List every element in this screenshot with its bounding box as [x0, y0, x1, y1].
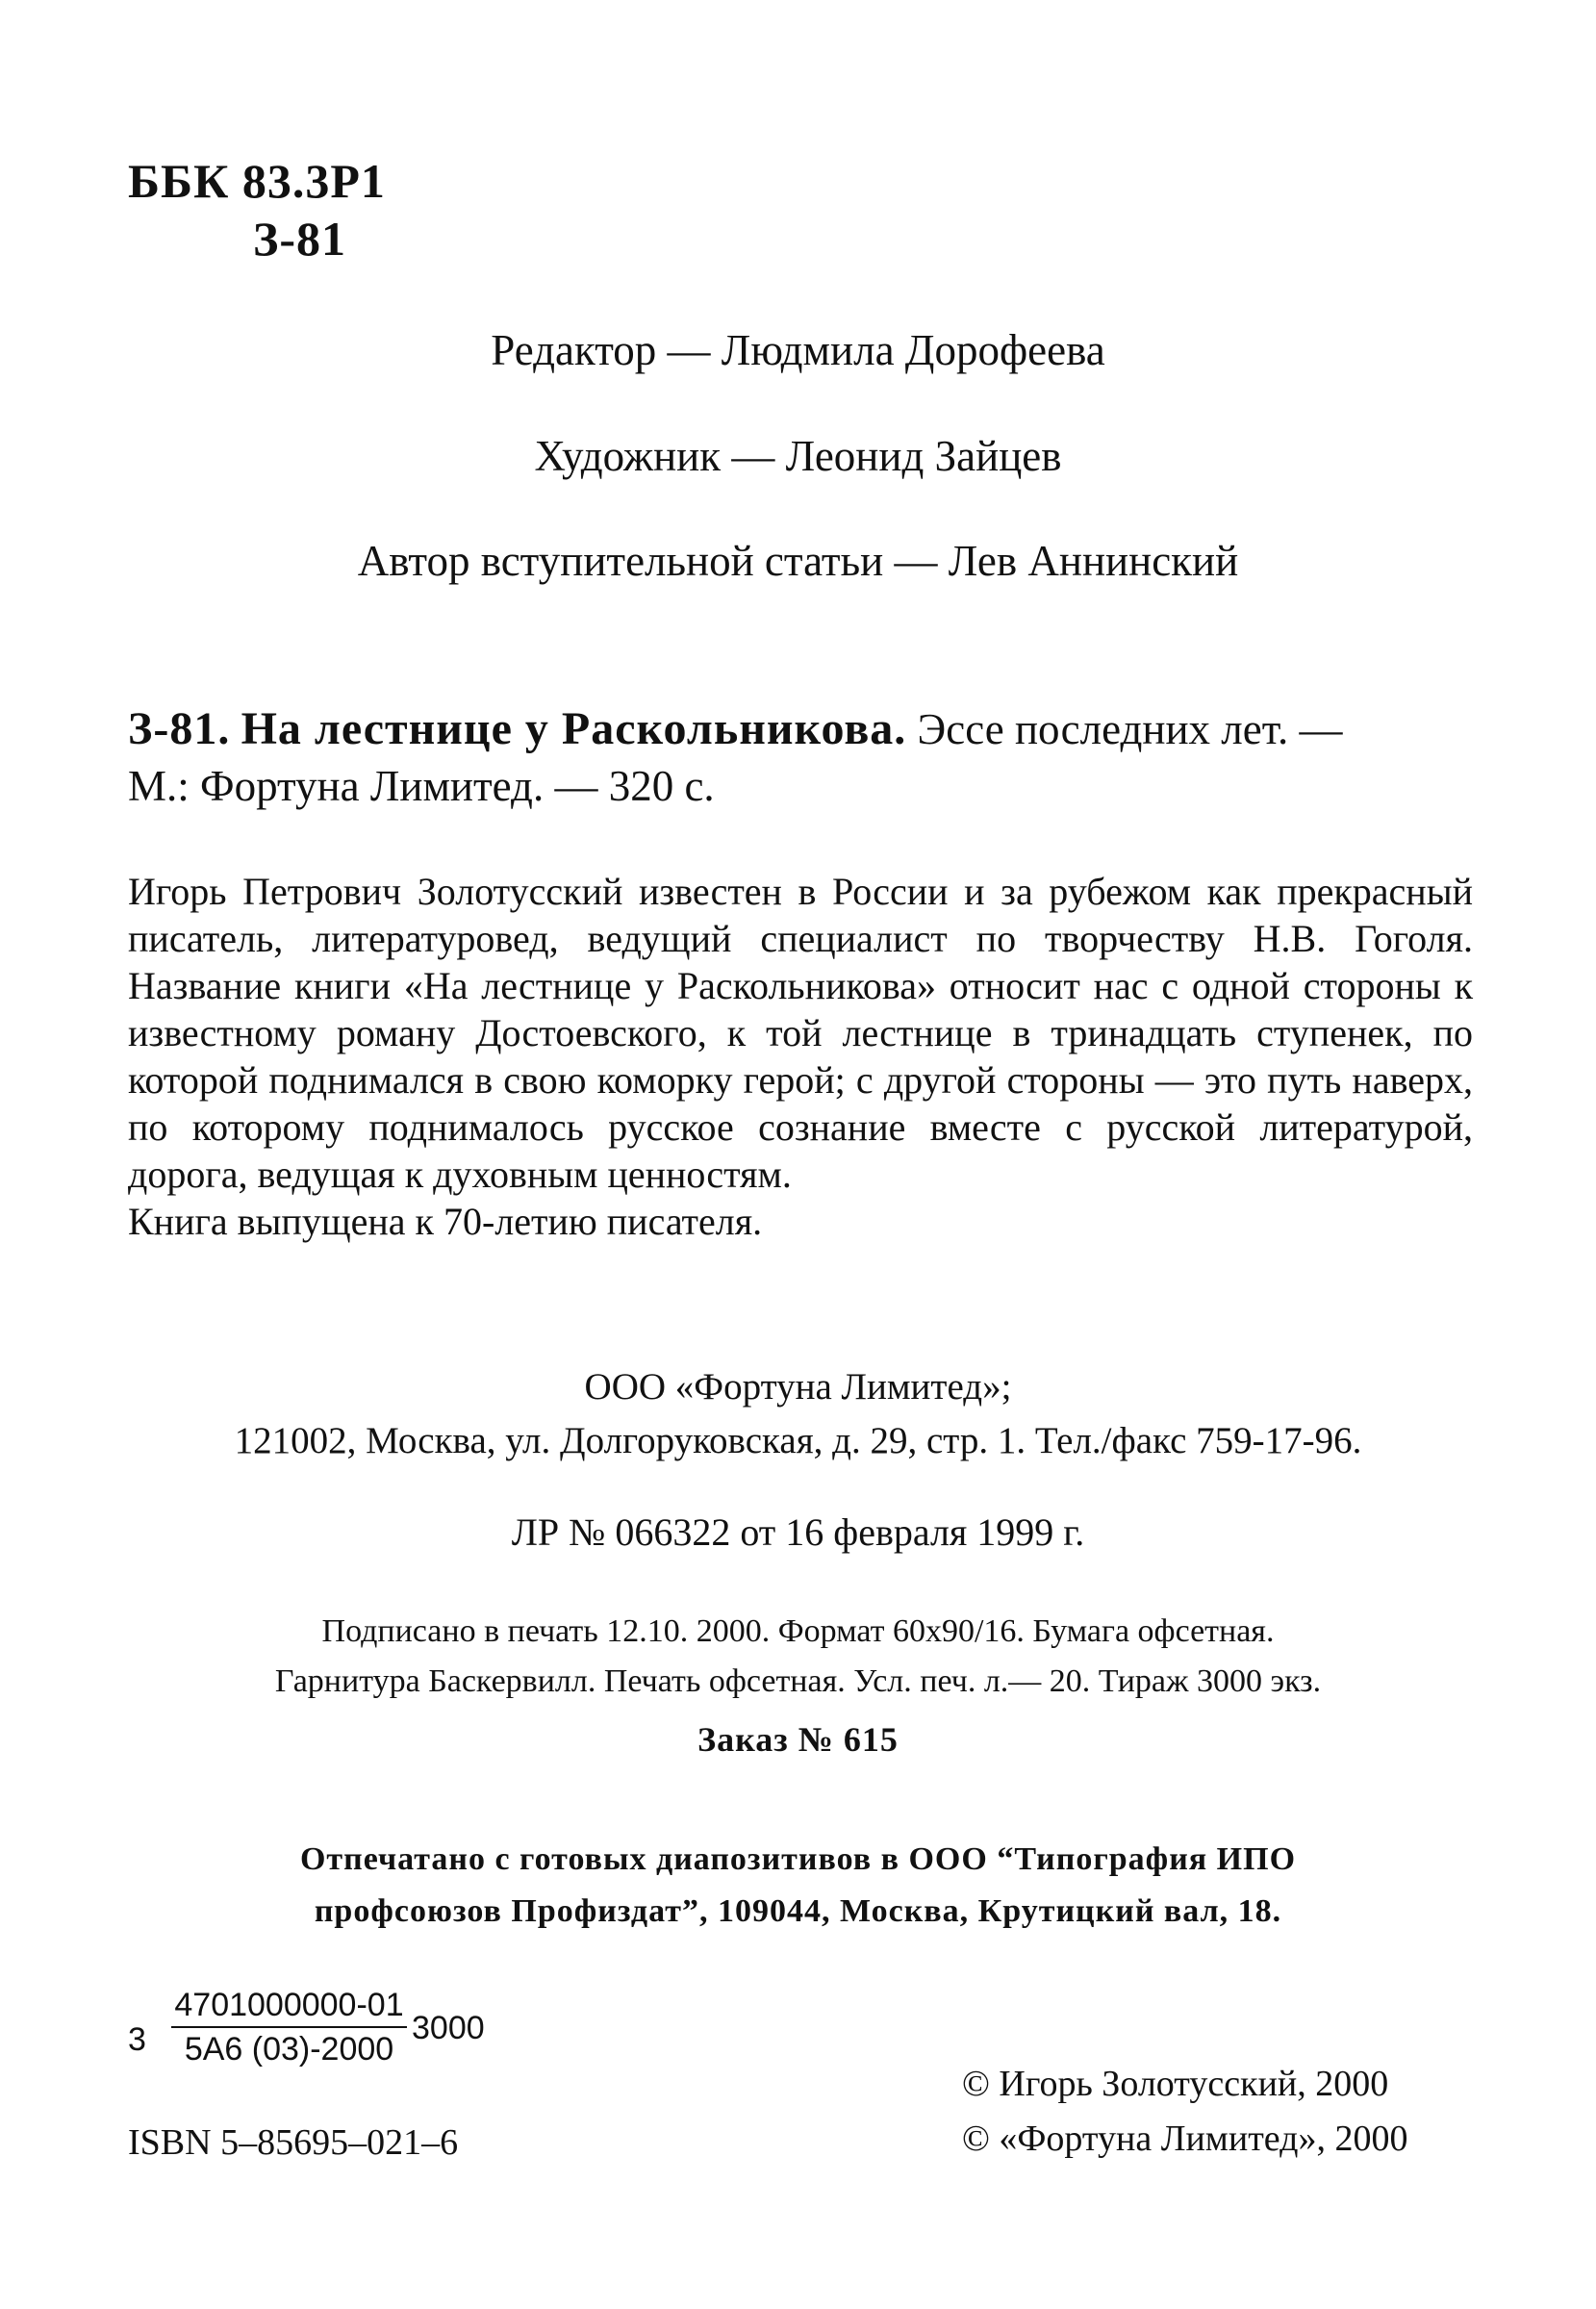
book-title: На лестнице у Раскольникова. [241, 703, 907, 754]
book-subtitle: Эссе последних лет. — [917, 705, 1343, 753]
license-line: ЛР № 066322 от 16 февраля 1999 г. [511, 1510, 1085, 1554]
publisher-block [0, 1360, 1596, 1468]
classification-block [128, 152, 386, 267]
index-prefix: 3 [128, 2021, 146, 2058]
publisher-name: ООО «Фортуна Лимитед»; [584, 1366, 1012, 1408]
editor-credit: Редактор — Людмила Дорофеева [491, 326, 1105, 374]
index-numerator: 4701000000-01 [171, 1987, 407, 2028]
artist-credit: Художник — Леонид Зайцев [534, 432, 1062, 480]
publisher-address: 121002, Москва, ул. Долгоруковская, д. 29, стр. 1. Тел./факс 759-17-96. [234, 1420, 1362, 1461]
order-number: Заказ № 615 [697, 1720, 899, 1759]
annotation-header [128, 700, 1475, 815]
description-note: Книга выпущена к 70-летию писателя. [128, 1200, 763, 1243]
print-specs-line1: Подписано в печать 12.10. 2000. Формат 60x90/16. Бумага офсетная. [321, 1613, 1275, 1649]
copyright-publisher: © «Фортуна Лимитед», 2000 [962, 2119, 1408, 2159]
copyright-block [962, 2057, 1408, 2167]
copyright-author: © Игорь Золотусский, 2000 [962, 2064, 1389, 2104]
isbn: ISBN 5–85695–021–6 [128, 2122, 459, 2163]
index-denominator: 5А6 (03)-2000 [184, 2031, 394, 2068]
intro-author-credit: Автор вступительной статьи — Лев Аннинский [357, 537, 1239, 585]
printing-house [0, 1834, 1596, 1938]
annotation-code: З-81. [128, 703, 231, 754]
printing-line1: Отпечатано с готовых диапозитивов в ООО “Типография ИПО [299, 1841, 1297, 1877]
author-mark: З-81 [253, 212, 347, 266]
print-specs [0, 1607, 1596, 1707]
printing-line2: профсоюзов Профиздат”, 109044, Москва, Крутицкий вал, 18. [314, 1893, 1282, 1929]
description-paragraph: Игорь Петрович Золотусский известен в России и за рубежом как прекрасный писатель, литературовед, ведущий специалист по творчеству Н.В. Гоголя. Название книги «На лестнице у Раскольникова» относит нас с одной стороны к известному роману Достоевского, к той лестнице в тринадцать ступенек, по которой поднимался в свою коморку герой; с другой стороны — это путь наверх, по которому поднималось русское сознание вместе с русской литературой, дорога, ведущая к духовным ценностям. [128, 870, 1473, 1196]
print-specs-line2: Гарнитура Баскервилл. Печать офсетная. Усл. печ. л.— 20. Тираж 3000 экз. [274, 1663, 1322, 1699]
index-suffix: 3000 [412, 2010, 485, 2046]
description-block [128, 868, 1473, 1245]
bbk-code: ББК 83.3Р1 [128, 154, 386, 208]
book-imprint: М.: Фортуна Лимитед. — 320 с. [128, 762, 715, 810]
